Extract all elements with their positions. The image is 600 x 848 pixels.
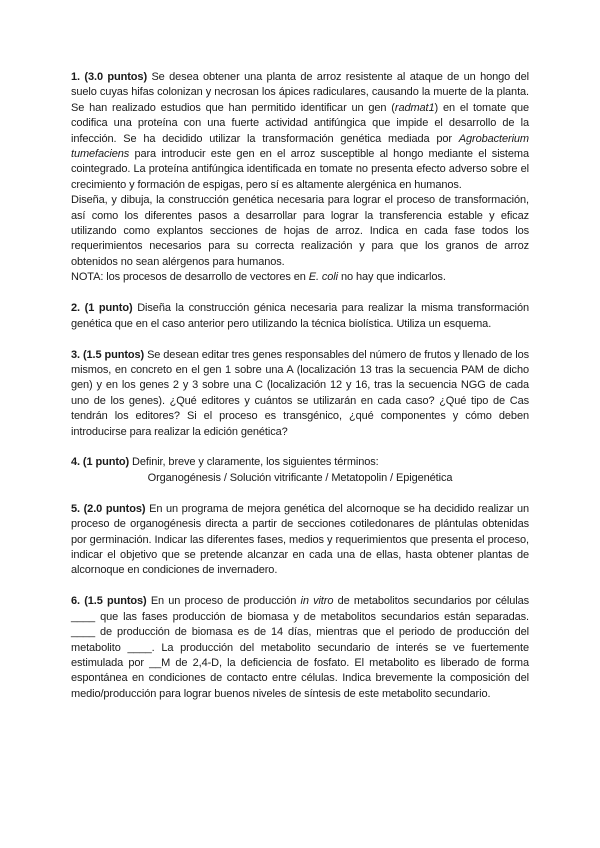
question-6 xyxy=(71,594,529,702)
question-2-label: 2. (1 punto) xyxy=(71,302,133,315)
question-4 xyxy=(71,455,529,486)
species-name: Agrobacterium tumefaciens xyxy=(71,132,529,161)
question-1-label: 1. (3.0 puntos) xyxy=(71,71,148,83)
question-1 xyxy=(71,70,529,286)
question-4-label: 4. (1 punto) xyxy=(71,456,130,469)
question-6-label: 6. (1.5 puntos) xyxy=(71,595,147,608)
question-5-label: 5. (2.0 puntos) xyxy=(71,502,146,515)
question-5-text: 5. (2.0 puntos) En un programa de mejora genética del alcornoque se ha decidido realizar un proceso de organogénesis directa a partir de secciones cotiledonares de plántulas obtenidas por germinación. Indicar las diferentes fases, medios y requerimientos que presenta el proceso, indicar el objetivo que se pretende alcanzar en cada una de ellas, hasta obtener plantas de alcornoque en condiciones de invernadero. xyxy=(71,502,530,577)
question-2-text: 2. (1 punto) Diseña la construcción génica necesaria para realizar la misma transformación genética que en el caso anterior pero utilizando la técnica biolística. Utiliza un esquema. xyxy=(71,302,529,330)
question-1-task: Diseña, y dibuja, la construcción genética necesaria para lograr el proceso de transformación, así como los diferentes pasos a desarrollar para lograr la transferencia estable y eficaz utilizando como explantos secciones de hojas de arroz. Indica en cada fase todos los requerimientos necesarios para su correcta realización y para que los granos de arroz obtenidos no sean alérgenos para humanos. xyxy=(71,194,529,268)
question-2 xyxy=(71,301,529,332)
question-5 xyxy=(71,502,529,579)
question-3-text: 3. (1.5 puntos) Se desean editar tres genes responsables del número de frutos y llenado de los mismos, en concreto en el gen 1 sobre una A (localización 13 tras la secuencia PAM de dicho gen) y en los genes 2 y 3 sobre una C (localización 12 y 16, tras la secuencia NGG de cada uno de los genes). ¿Qué editores y cuántos se utilizarán en cada caso? ¿Qué tipo de Cas tendrán los editores? Si el proceso es transgénico, ¿qué componentes y cómo deben introducirse para realizar la edición genética? xyxy=(71,348,529,438)
question-6-text: 6. (1.5 puntos) En un proceso de producción in vitro de metabolitos secundarios por células ____ que las fases producción de biomasa y de metabolitos secundarios están separadas. ____ de producción de biomasa es de 14 días, mientras que el periodo de producción del metabolito ____. La producción del metabolito secundario de interés se ve fuertemente estimulada por __M de 2,4-D, la deficiencia de fosfato. El metabolito es liberado de forma espontánea en condiciones de contacto entre células. Indica brevemente la composición del medio/producción para lograr buenos niveles de síntesis de este metabolito secundario. xyxy=(71,595,529,700)
question-1-statement: 1. (3.0 puntos) Se desea obtener una planta de arroz resistente al ataque de un hongo del suelo cuyas hifas colonizan y necrosan los ápices radiculares, causando la muerte de la planta. Se han realizado estudios que han permitido identificar un gen (radmat1) en el tomate que codifica una proteína con una fuerte actividad antifúngica que impide el desarrollo de la infección. Se ha decidido utilizar la transformación genética mediada por Agrobacterium tumefaciens para introducir este gen en el arroz susceptible al hongo mediante el sistema cointegrado. La proteína antifúngica identificada en tomate no presenta efecto adverso sobre el crecimiento y formación de espigas, pero sí es altamente alergénica en humanos. xyxy=(71,71,530,191)
question-4-text: 4. (1 punto) Definir, breve y claramente, los siguientes términos: xyxy=(71,456,379,469)
question-3-label: 3. (1.5 puntos) xyxy=(71,348,145,361)
ecoli-name: E. coli xyxy=(308,271,338,284)
in-vitro-term: in vitro xyxy=(300,595,334,608)
question-3 xyxy=(71,348,529,440)
exam-page xyxy=(71,70,529,718)
question-4-terms: Organogénesis / Solución vitrificante / Metatopolin / Epigenética xyxy=(147,471,453,484)
gene-name: radmat1 xyxy=(394,101,435,114)
question-1-note: NOTA: los procesos de desarrollo de vectores en E. coli no hay que indicarlos. xyxy=(71,271,446,284)
